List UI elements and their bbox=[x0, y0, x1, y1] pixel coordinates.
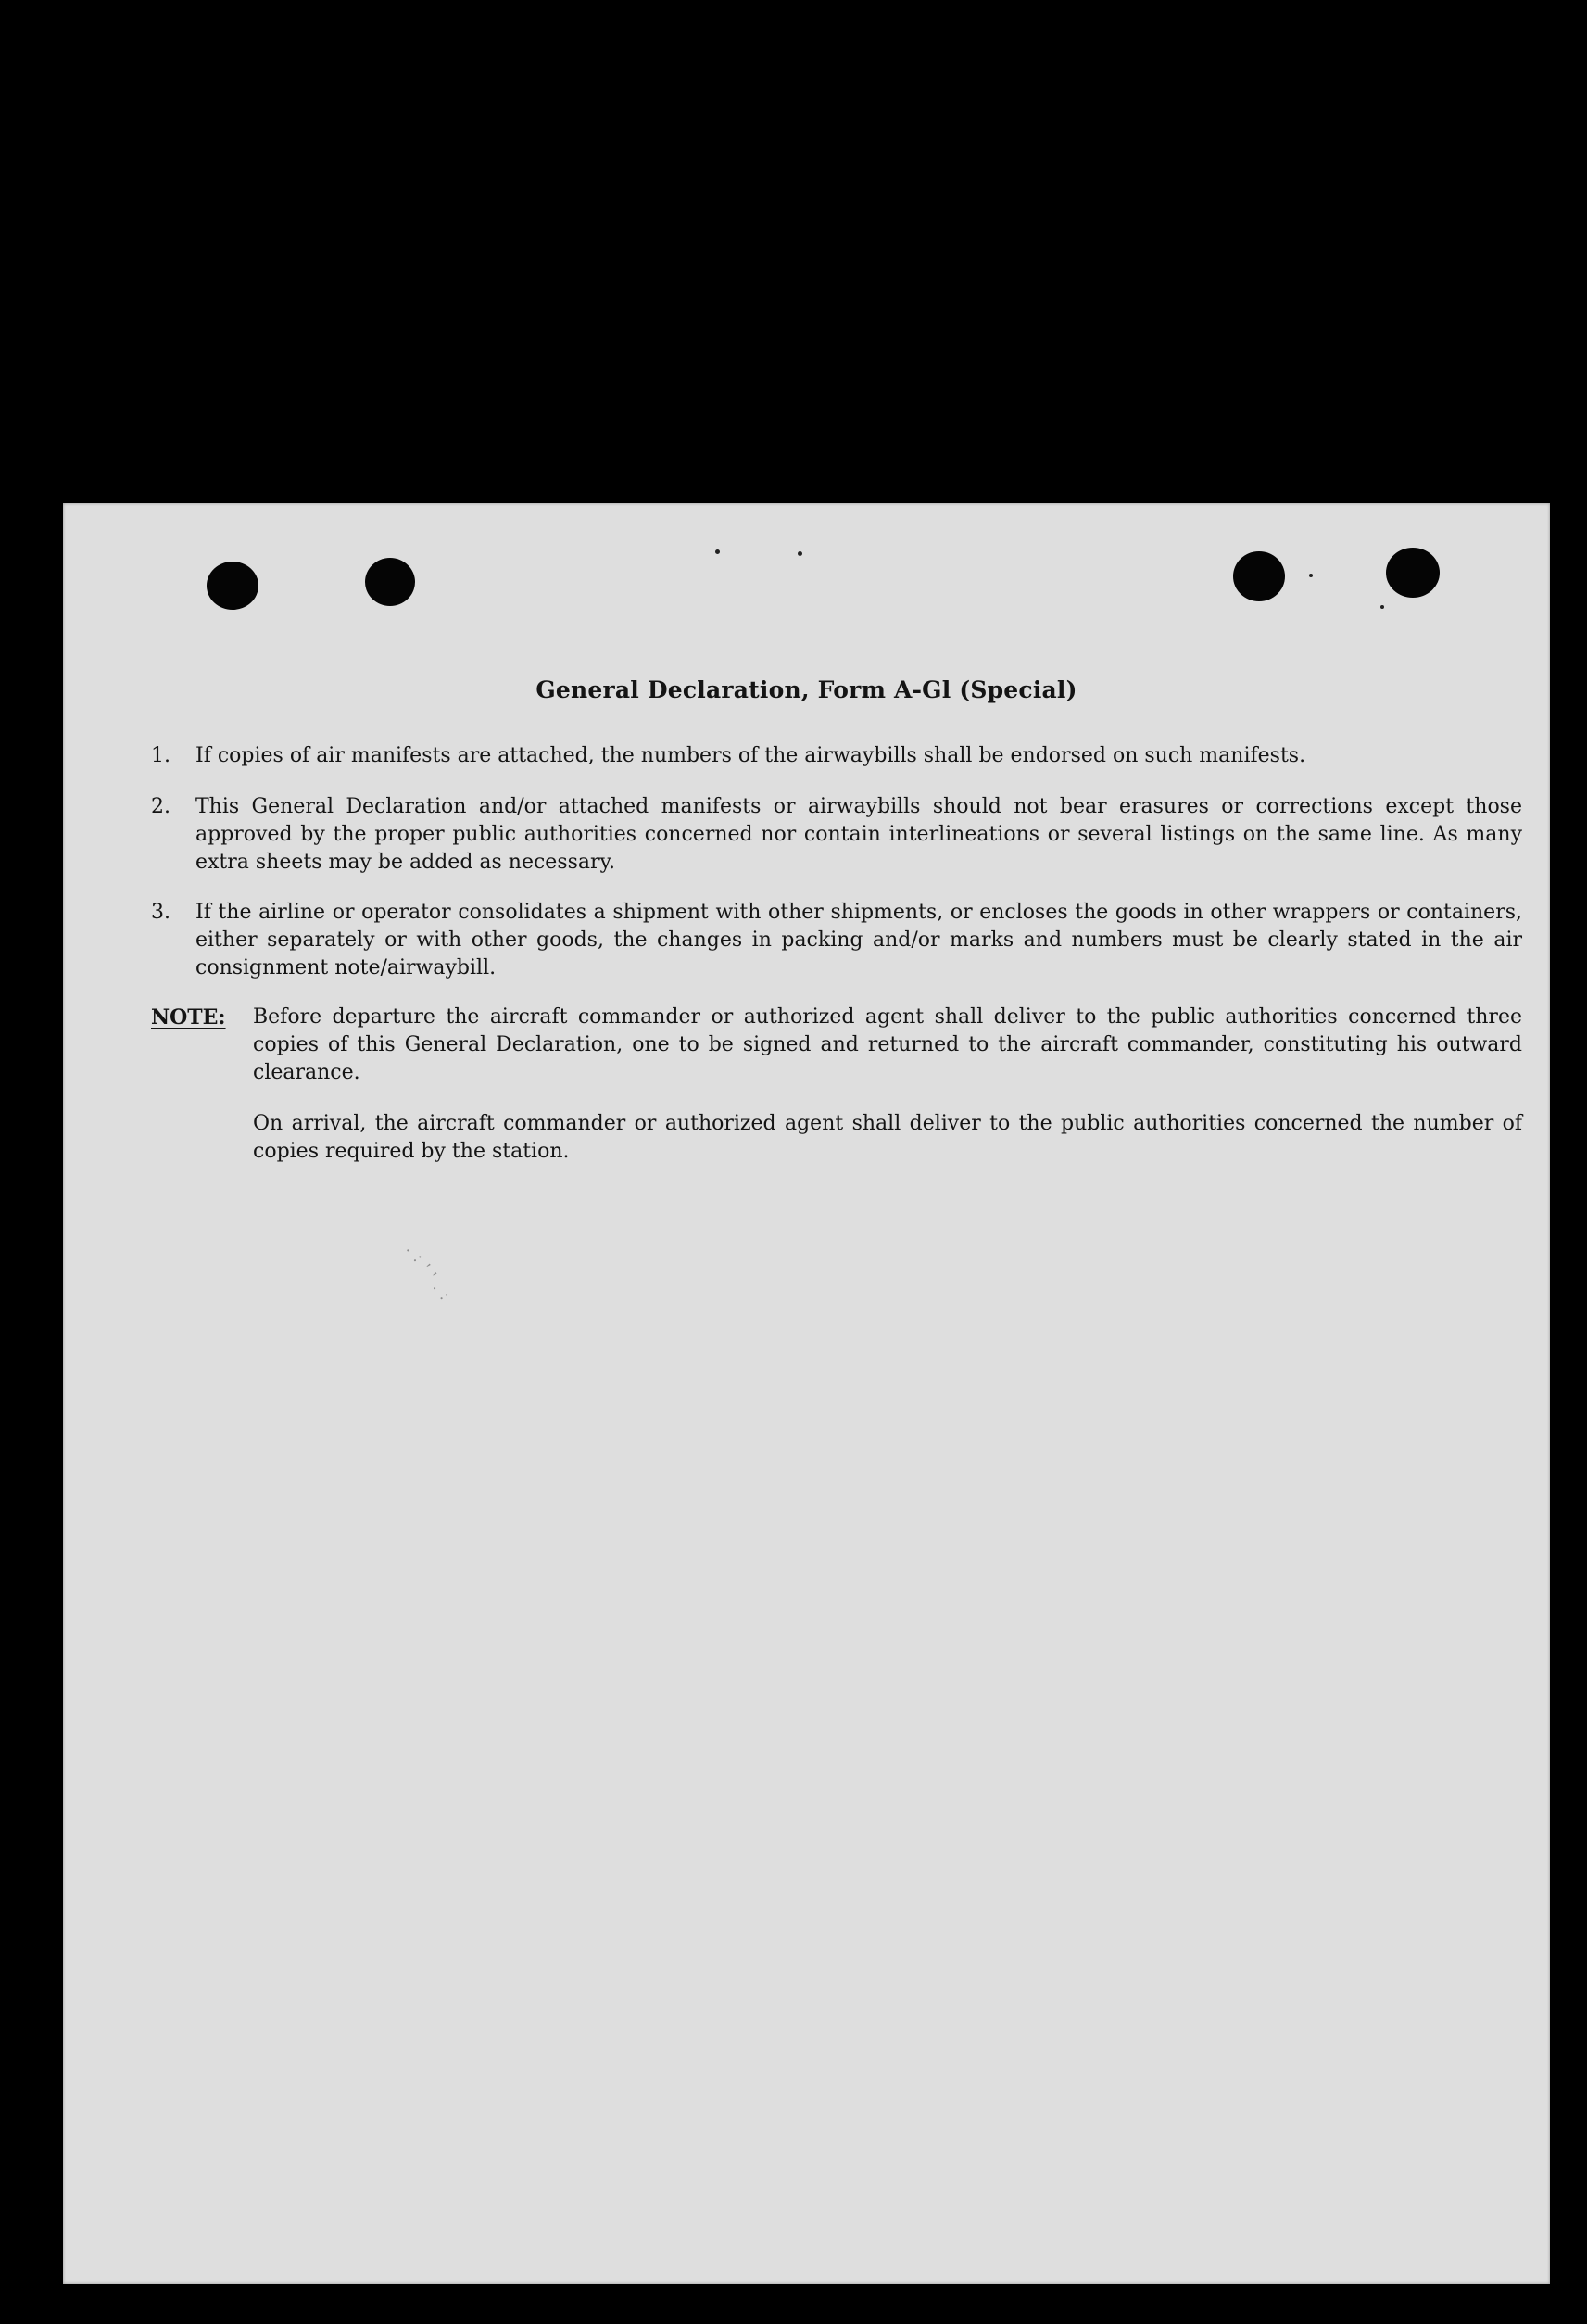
speck bbox=[1380, 605, 1384, 609]
speck bbox=[798, 551, 802, 556]
punch-hole bbox=[1233, 551, 1285, 601]
speck bbox=[715, 549, 720, 554]
item-number: 3. bbox=[151, 901, 170, 924]
item-number: 1. bbox=[151, 744, 170, 767]
note bbox=[151, 1004, 1522, 1087]
punch-hole bbox=[1386, 548, 1440, 598]
document-page bbox=[63, 503, 1550, 2284]
list-item bbox=[151, 793, 1522, 877]
item-text: If copies of air manifests are attached, the numbers of the airwaybills shall be endorsed on such manifests. bbox=[195, 744, 1306, 767]
list-item bbox=[151, 742, 1522, 770]
note-label: NOTE: bbox=[151, 1005, 226, 1029]
note-paragraph: On arrival, the aircraft commander or authorized agent shall deliver to the public authorities concerned the number of copies required by the station. bbox=[253, 1112, 1522, 1163]
punch-hole bbox=[365, 558, 415, 606]
list-item bbox=[151, 899, 1522, 982]
item-text: If the airline or operator consolidates a shipment with other shipments, or encloses the goods in other wrappers or containers, either separately or with other goods, the changes in packing and/or marks and numbers must be clearly stated in the air consignment note/airwaybill. bbox=[195, 901, 1522, 979]
item-number: 2. bbox=[151, 795, 170, 818]
punch-hole bbox=[207, 562, 258, 610]
note-paragraph: Before departure the aircraft commander or authorized agent shall deliver to the public authorities concerned three copies of this General Declaration, one to be signed and returned to the aircraft commander, constituting his outward clearance. bbox=[253, 1005, 1522, 1084]
faint-mark: . : ' ' . : bbox=[403, 1240, 456, 1305]
page-title: General Declaration, Form A-Gl (Special) bbox=[535, 676, 1077, 703]
item-text: This General Declaration and/or attached manifests or airwaybills should not bear erasures or corrections except those approved by the proper public authorities concerned nor contain interlineations or several listings on the same line. As many extra sheets may be added as necessary. bbox=[195, 795, 1522, 874]
speck bbox=[1309, 574, 1313, 577]
